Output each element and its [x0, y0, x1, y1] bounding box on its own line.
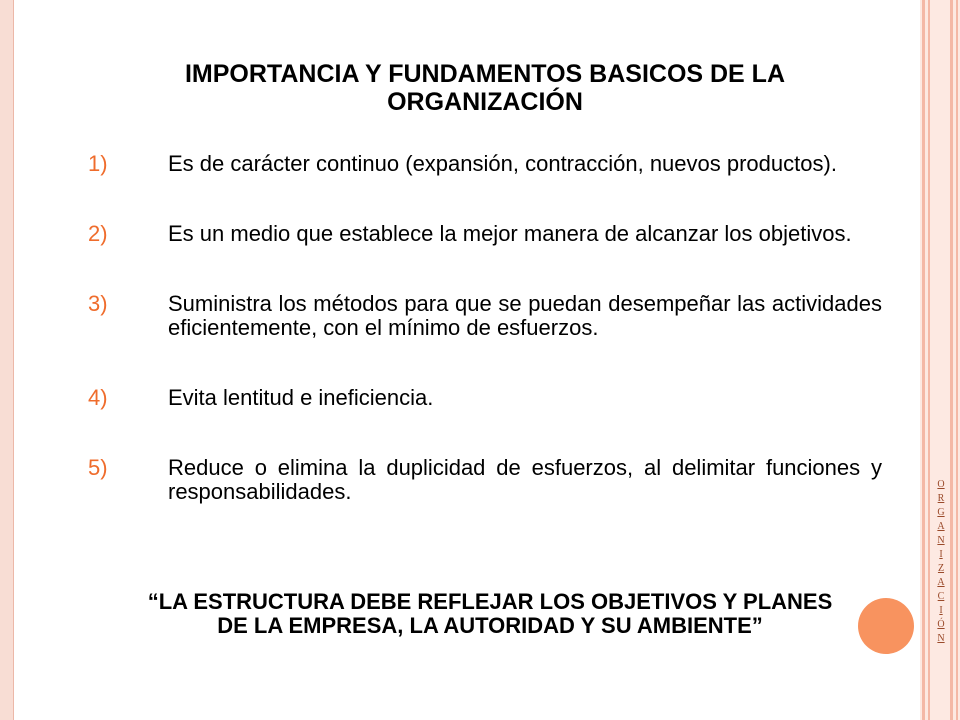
side-word-letter: Ó [937, 619, 945, 630]
decorative-stripe [928, 0, 930, 720]
side-word-letter: A [937, 577, 945, 588]
slide-title: IMPORTANCIA Y FUNDAMENTOS BASICOS DE LA ORGANIZACIÓN [184, 60, 786, 116]
side-word-letter: N [937, 633, 945, 644]
list-item-text: Es de carácter continuo (expansión, contracción, nuevos productos). [168, 151, 837, 176]
side-word-letter: C [937, 591, 945, 602]
list-item [88, 386, 882, 410]
list-item-number: 5) [88, 455, 108, 480]
decorative-stripe [922, 0, 925, 720]
side-word-letter: G [937, 507, 945, 518]
left-border-band [0, 0, 14, 720]
list-item-number: 2) [88, 221, 108, 246]
list-item-number: 4) [88, 385, 108, 410]
decorative-stripe [956, 0, 958, 720]
side-word-letter: Z [937, 563, 945, 574]
list-item [88, 222, 882, 246]
list-item-text: Evita lentitud e ineficiencia. [168, 385, 434, 410]
side-word-letter: I [939, 549, 943, 560]
list-item-text: Es un medio que establece la mejor manera de alcanzar los objetivos. [168, 221, 852, 246]
side-word-letter: R [937, 493, 945, 504]
side-word-organizacion[interactable] [934, 478, 948, 646]
list-item [88, 456, 882, 504]
list-item [88, 292, 882, 340]
side-word-letter: A [937, 521, 945, 532]
side-word-letter: O [937, 479, 945, 490]
list-item [88, 152, 882, 176]
fundamentals-list [88, 152, 882, 550]
list-item-number: 1) [88, 151, 108, 176]
side-word-letter: N [937, 535, 945, 546]
slide-quote: “LA ESTRUCTURA DEBE REFLEJAR LOS OBJETIVOS Y PLANES DE LA EMPRESA, LA AUTORIDAD Y SU AMBIENTE” [147, 589, 833, 638]
side-word-letter: I [939, 605, 943, 616]
list-item-number: 3) [88, 291, 108, 316]
list-item-text: Suministra los métodos para que se puedan desempeñar las actividades eficientemente, con el mínimo de esfuerzos. [168, 291, 882, 340]
decorative-stripe [950, 0, 953, 720]
list-item-text: Reduce o elimina la duplicidad de esfuerzos, al delimitar funciones y responsabilidades. [168, 455, 882, 504]
decorative-circle [858, 598, 914, 654]
